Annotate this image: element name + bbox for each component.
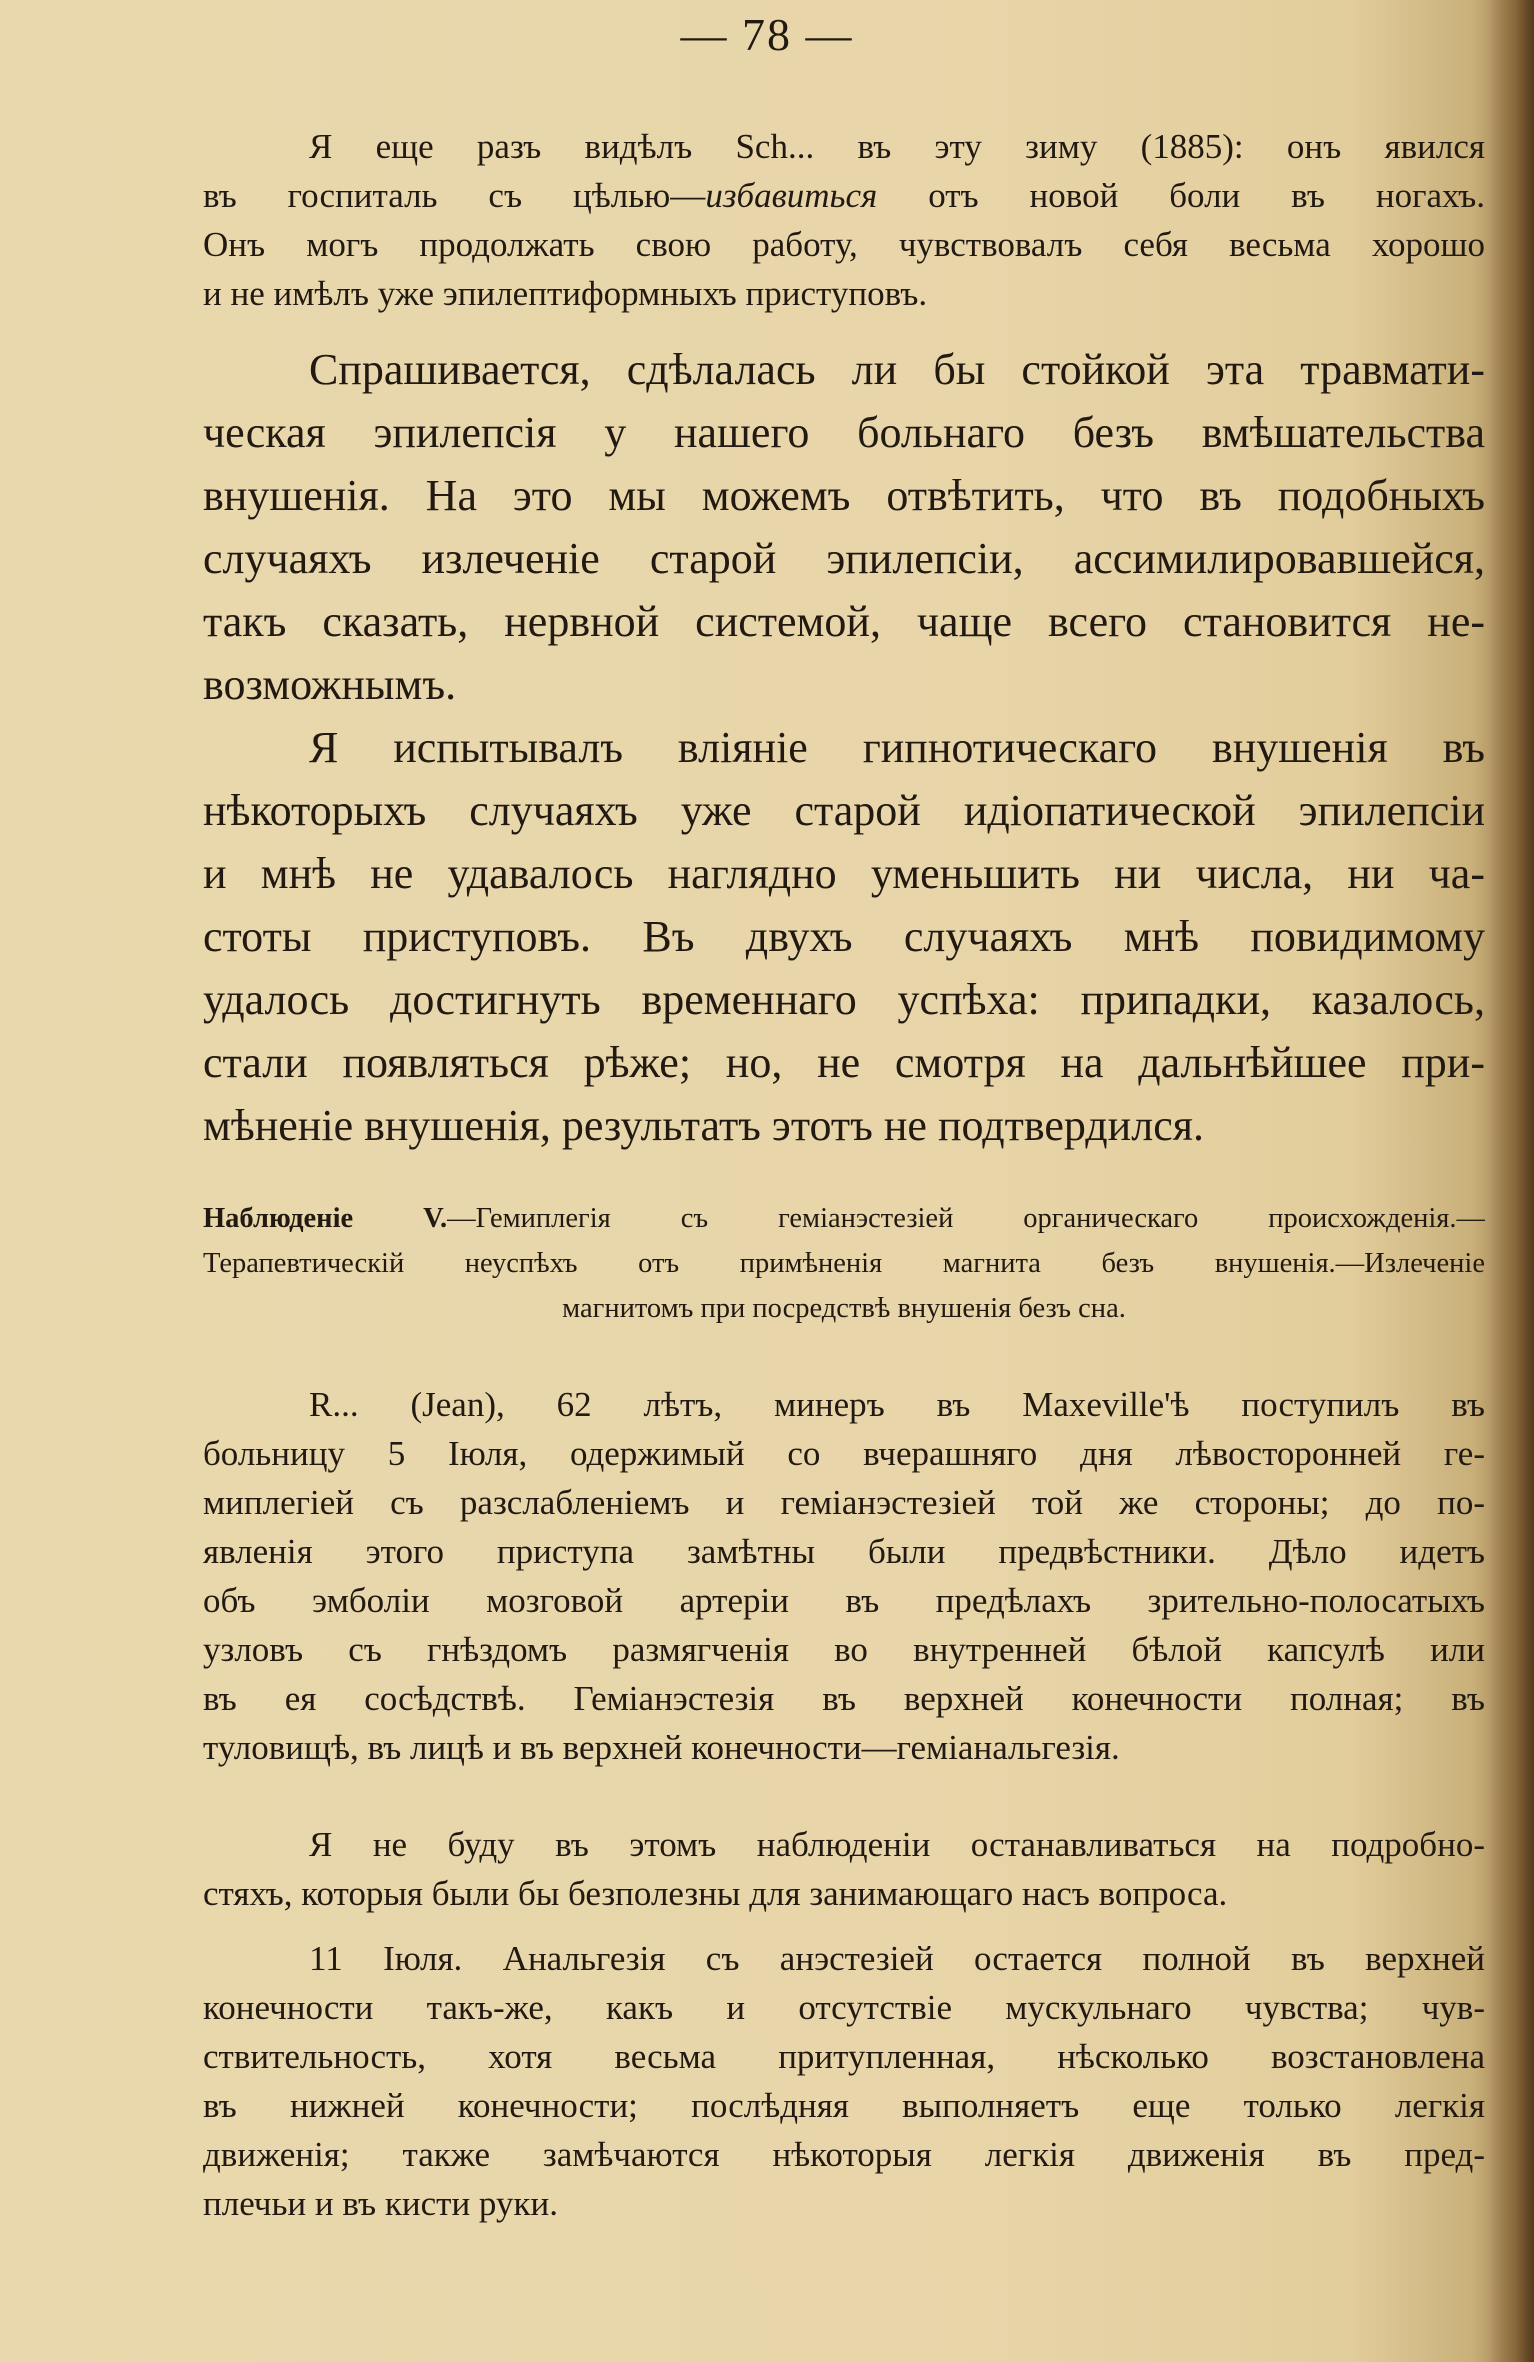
text-line: въ нижней конечности; послѣдняя выполняетъ еще только легкія bbox=[203, 2086, 1485, 2125]
text-line: плечьи и въ кисти руки. bbox=[203, 2184, 558, 2223]
observation-heading bbox=[203, 1196, 1485, 1331]
text-line: стали появляться рѣже; но, не смотря на дальнѣйшее при- bbox=[203, 1038, 1485, 1087]
text-line: мѣненіе внушенія, результатъ этотъ не подтвердился. bbox=[203, 1101, 1204, 1150]
text-line: Я еще разъ видѣлъ Sch... въ эту зиму (1885): онъ явился bbox=[309, 127, 1485, 166]
paragraph-5 bbox=[203, 1820, 1485, 1918]
text-line: узловъ съ гнѣздомъ размягченія во внутренней бѣлой капсулѣ или bbox=[203, 1630, 1485, 1669]
text-line: движенія; также замѣчаются нѣкоторыя легкія движенія въ пред- bbox=[203, 2135, 1485, 2174]
page-edge-shadow bbox=[1488, 0, 1534, 2362]
text-line: магнитомъ при посредствѣ внушенія безъ сна. bbox=[562, 1293, 1126, 1324]
text-line: стоты приступовъ. Въ двухъ случаяхъ мнѣ повидимому bbox=[203, 912, 1485, 961]
text-line: туловищѣ, въ лицѣ и въ верхней конечности—геміанальгезія. bbox=[203, 1728, 1120, 1767]
paragraph-3 bbox=[203, 716, 1485, 1157]
text-line: и не имѣлъ уже эпилептиформныхъ приступовъ. bbox=[203, 274, 928, 313]
paragraph-4 bbox=[203, 1380, 1485, 1772]
text-line: Спрашивается, сдѣлалась ли бы стойкой эта травмати- bbox=[309, 345, 1485, 394]
text-line: въ госпиталь съ цѣлью—избавиться отъ новой боли въ ногахъ. bbox=[203, 176, 1485, 215]
text-line: объ эмболіи мозговой артеріи въ предѣлахъ зрительно-полосатыхъ bbox=[203, 1581, 1485, 1620]
text-line: Наблюденіе V.—Гемиплегія съ геміанэстезіей органическаго происхожденія.— bbox=[203, 1203, 1485, 1234]
paragraph-6 bbox=[203, 1934, 1485, 2228]
page-number: — 78 — bbox=[680, 9, 854, 60]
text-line: Онъ могъ продолжать свою работу, чувствовалъ себя весьма хорошо bbox=[203, 225, 1485, 264]
text-line: Я испытывалъ вліяніе гипнотическаго внушенія въ bbox=[309, 723, 1485, 772]
text-line: Я не буду въ этомъ наблюденіи останавливаться на подробно- bbox=[309, 1825, 1485, 1864]
text-line: миплегіей съ разслабленіемъ и геміанэстезіей той же стороны; до по- bbox=[203, 1483, 1485, 1522]
observation-title: Наблюденіе V. bbox=[203, 1203, 448, 1234]
text-line: Терапевтическій неуспѣхъ отъ примѣненія магнита безъ внушенія.—Излеченіе bbox=[203, 1248, 1485, 1279]
paragraph-2 bbox=[203, 338, 1485, 716]
text-line: ствительность, хотя весьма притупленная, нѣсколько возстановлена bbox=[203, 2037, 1485, 2076]
text-line: конечности такъ-же, какъ и отсутствіе мускульнаго чувства; чув- bbox=[203, 1988, 1485, 2027]
text-line: R... (Jean), 62 лѣтъ, минеръ въ Maxeville'ѣ поступилъ въ bbox=[309, 1385, 1485, 1424]
text-line: 11 Іюля. Анальгезія съ анэстезіей остается полной въ верхней bbox=[309, 1939, 1485, 1978]
emphasis-text: избавиться bbox=[705, 176, 878, 215]
text-line: внушенія. На это мы можемъ отвѣтить, что въ подобныхъ bbox=[203, 471, 1485, 520]
text-line: въ ея сосѣдствѣ. Геміанэстезія въ верхней конечности полная; въ bbox=[203, 1679, 1485, 1718]
text-line: нѣкоторыхъ случаяхъ уже старой идіопатической эпилепсіи bbox=[203, 786, 1485, 835]
paragraph-1 bbox=[203, 122, 1485, 318]
text-line: явленія этого приступа замѣтны были предвѣстники. Дѣло идетъ bbox=[203, 1532, 1485, 1571]
text-line: возможнымъ. bbox=[203, 660, 457, 709]
text-line: стяхъ, которыя были бы безполезны для занимающаго насъ вопроса. bbox=[203, 1874, 1228, 1913]
text-line: и мнѣ не удавалось наглядно уменьшить ни числа, ни ча- bbox=[203, 849, 1485, 898]
text-line: такъ сказать, нервной системой, чаще всего становится не- bbox=[203, 597, 1485, 646]
text-line: ческая эпилепсія у нашего больнаго безъ вмѣшательства bbox=[203, 408, 1485, 457]
text-line: удалось достигнуть временнаго успѣха: припадки, казалось, bbox=[203, 975, 1485, 1024]
text-line: случаяхъ излеченіе старой эпилепсіи, ассимилировавшейся, bbox=[203, 534, 1485, 583]
text-line: больницу 5 Іюля, одержимый со вчерашняго дня лѣвосторонней ге- bbox=[203, 1434, 1485, 1473]
